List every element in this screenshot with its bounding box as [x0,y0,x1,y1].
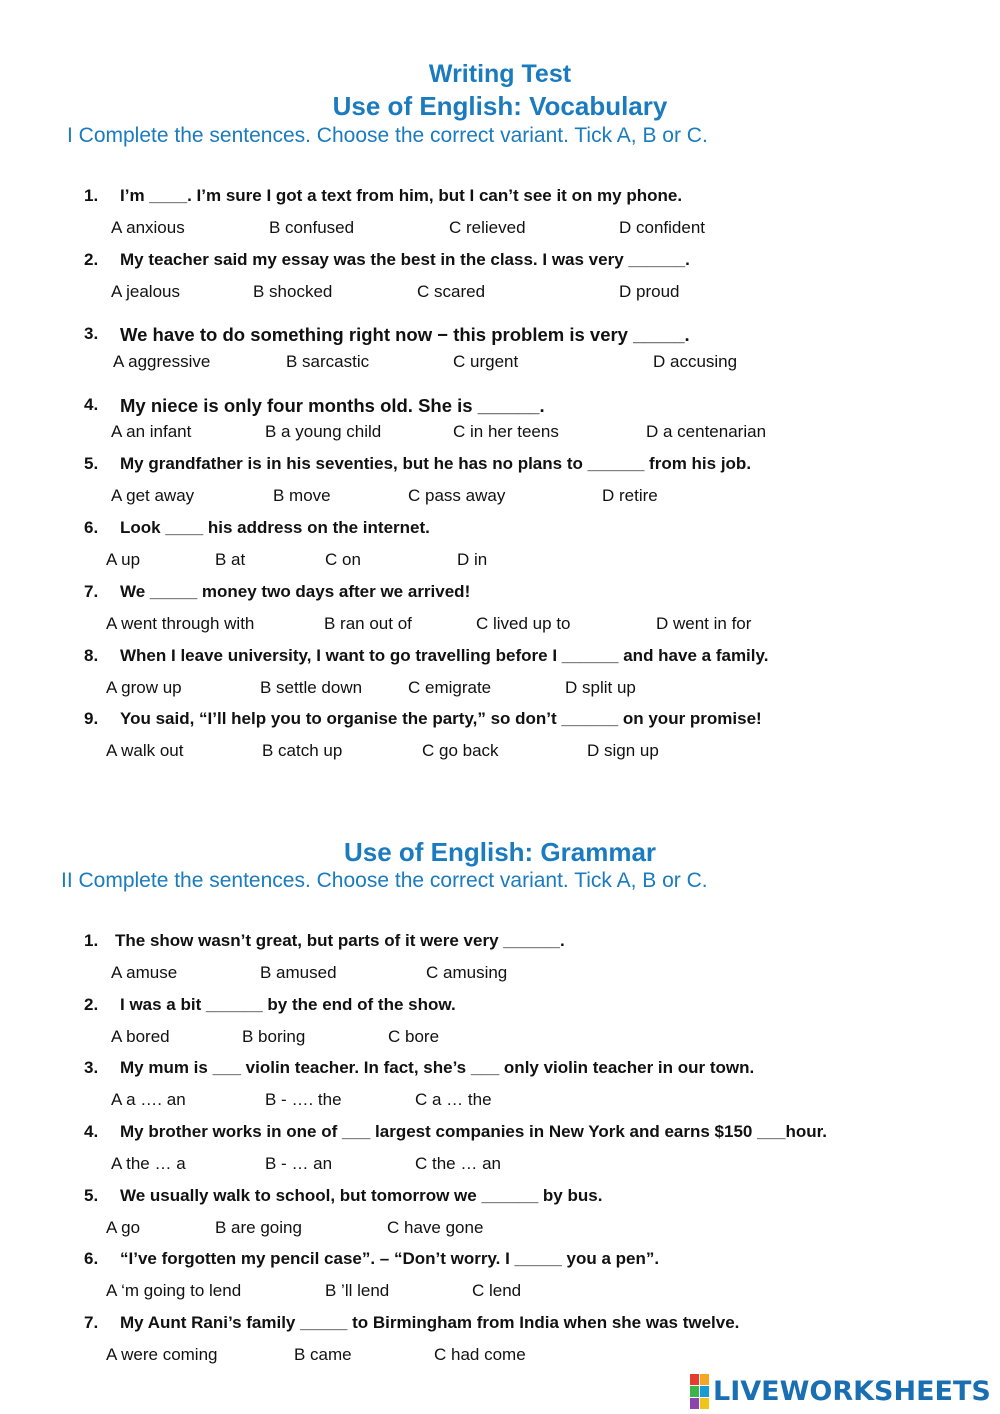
vocabulary-question-number: 3. [84,324,99,343]
grammar-question-text: The show wasn’t great, but parts of it were very ______. [115,931,565,950]
vocabulary-answer-option[interactable]: A up [106,550,141,569]
vocabulary-answer-option[interactable]: D a centenarian [646,422,767,441]
grammar-question-text: I was a bit ______ by the end of the show. [120,995,456,1014]
vocabulary-answer-option[interactable]: C relieved [449,218,526,237]
vocabulary-answer-option[interactable]: A jealous [111,282,180,301]
liveworksheets-logo [690,1374,991,1408]
vocabulary-answer-option[interactable]: B a young child [265,422,382,441]
vocabulary-question-text: We have to do something right now − this problem is very _____. [120,324,690,345]
vocabulary-answer-option[interactable]: D went in for [656,614,752,633]
vocabulary-answer-option[interactable]: B confused [269,218,355,237]
grammar-answer-option[interactable]: C have gone [387,1218,484,1237]
vocabulary-answer-option[interactable]: D accusing [653,352,738,371]
grammar-answer-option[interactable]: B - … an [265,1154,333,1173]
test-title: Writing Test [428,60,572,88]
vocabulary-answer-option[interactable]: A get away [111,486,195,505]
grammar-answer-option[interactable]: A the … a [111,1154,186,1173]
vocabulary-question-text: My grandfather is in his seventies, but he has no plans to ______ from his job. [120,454,752,473]
grammar-answer-option[interactable]: B ’ll lend [325,1281,390,1300]
grammar-question-number: 1. [84,931,99,950]
grammar-answer-option[interactable]: C amusing [426,963,508,982]
vocabulary-answer-option[interactable]: C urgent [453,352,519,371]
vocabulary-answer-option[interactable]: C scared [417,282,486,301]
grammar-question-text: My brother works in one of ___ largest companies in New York and earns $150 ___hour. [120,1122,828,1141]
grammar-question-number: 2. [84,995,99,1014]
vocabulary-question-number: 5. [84,454,99,473]
vocabulary-question-text: You said, “I’ll help you to organise the party,” so don’t ______ on your promise! [120,709,762,728]
grammar-section-title: Use of English: Grammar [343,837,657,867]
grammar-answer-option[interactable]: C lend [472,1281,522,1300]
vocabulary-answer-option[interactable]: C lived up to [476,614,571,633]
vocabulary-answer-option[interactable]: C in her teens [453,422,559,441]
vocabulary-question-text: Look ____ his address on the internet. [120,518,430,537]
vocabulary-answer-option[interactable]: C pass away [408,486,506,505]
grammar-question-text: My mum is ___ violin teacher. In fact, she’s ___ only violin teacher in our town. [120,1058,755,1077]
vocabulary-question-number: 7. [84,582,99,601]
grammar-answer-option[interactable]: A bored [111,1027,170,1046]
vocabulary-question-number: 4. [84,395,99,414]
vocabulary-answer-option[interactable]: D confident [619,218,705,237]
grammar-answer-option[interactable]: C a … the [415,1090,492,1109]
vocabulary-answer-option[interactable]: B settle down [260,678,363,697]
grammar-answer-option[interactable]: C had come [434,1345,526,1364]
vocabulary-answer-option[interactable]: C emigrate [408,678,492,697]
vocabulary-question-text: My niece is only four months old. She is ______. [120,395,545,416]
vocabulary-answer-option[interactable]: A walk out [106,741,184,760]
grammar-question-number: 5. [84,1186,99,1205]
grammar-question-number: 3. [84,1058,99,1077]
grammar-answer-option[interactable]: A go [106,1218,141,1237]
vocabulary-answer-option[interactable]: C go back [422,741,499,760]
vocabulary-answer-option[interactable]: B sarcastic [286,352,370,371]
vocabulary-question-number: 1. [84,186,99,205]
grammar-question-text: My Aunt Rani’s family _____ to Birmingham from India when she was twelve. [120,1313,740,1332]
grammar-answer-option[interactable]: C bore [388,1027,440,1046]
vocabulary-answer-option[interactable]: A an infant [111,422,192,441]
grammar-answer-option[interactable]: C the … an [415,1154,501,1173]
vocabulary-answer-option[interactable]: A grow up [106,678,182,697]
vocabulary-answer-option[interactable]: D retire [602,486,658,505]
grammar-answer-option[interactable]: B boring [242,1027,306,1046]
vocabulary-answer-option[interactable]: B at [215,550,246,569]
vocabulary-answer-option[interactable]: B shocked [253,282,333,301]
grammar-answer-option[interactable]: A ‘m going to lend [106,1281,242,1300]
grammar-answer-option[interactable]: B - …. the [265,1090,342,1109]
grammar-answer-option[interactable]: A amuse [111,963,178,982]
grammar-answer-option[interactable]: B came [294,1345,352,1364]
vocabulary-question-number: 8. [84,646,99,665]
vocabulary-answer-option[interactable]: C on [325,550,361,569]
vocabulary-question-number: 2. [84,250,99,269]
vocabulary-question-number: 6. [84,518,99,537]
logo-mark-icon [690,1374,709,1409]
logo-text: LIVEWORKSHEETS [713,1375,991,1407]
vocabulary-question-text: When I leave university, I want to go travelling before I ______ and have a family. [120,646,769,665]
vocabulary-answer-option[interactable]: D sign up [587,741,659,760]
grammar-answer-option[interactable]: B are going [215,1218,302,1237]
vocabulary-section-title: Use of English: Vocabulary [332,91,668,121]
grammar-answer-option[interactable]: B amused [260,963,337,982]
vocabulary-instruction: I Complete the sentences. Choose the correct variant. Tick A, B or C. [67,124,708,147]
grammar-instruction: II Complete the sentences. Choose the correct variant. Tick A, B or C. [61,869,708,892]
grammar-question-number: 7. [84,1313,99,1332]
vocabulary-answer-option[interactable]: D split up [565,678,636,697]
grammar-question-text: “I’ve forgotten my pencil case”. – “Don’t worry. I _____ you a pen”. [120,1249,660,1268]
grammar-answer-option[interactable]: A a …. an [111,1090,186,1109]
vocabulary-question-text: My teacher said my essay was the best in the class. I was very ______. [120,250,690,269]
vocabulary-answer-option[interactable]: A anxious [111,218,185,237]
grammar-answer-option[interactable]: A were coming [106,1345,218,1364]
vocabulary-answer-option[interactable]: A aggressive [113,352,211,371]
vocabulary-question-text: We _____ money two days after we arrived! [120,582,471,601]
vocabulary-answer-option[interactable]: D proud [619,282,680,301]
vocabulary-answer-option[interactable]: B ran out of [324,614,412,633]
grammar-question-text: We usually walk to school, but tomorrow we ______ by bus. [120,1186,603,1205]
vocabulary-answer-option[interactable]: A went through with [106,614,255,633]
vocabulary-answer-option[interactable]: B catch up [262,741,343,760]
vocabulary-answer-option[interactable]: B move [273,486,331,505]
vocabulary-question-text: I’m ____. I’m sure I got a text from him, but I can’t see it on my phone. [120,186,683,205]
grammar-question-number: 4. [84,1122,99,1141]
vocabulary-question-number: 9. [84,709,99,728]
vocabulary-answer-option[interactable]: D in [457,550,488,569]
grammar-question-number: 6. [84,1249,99,1268]
